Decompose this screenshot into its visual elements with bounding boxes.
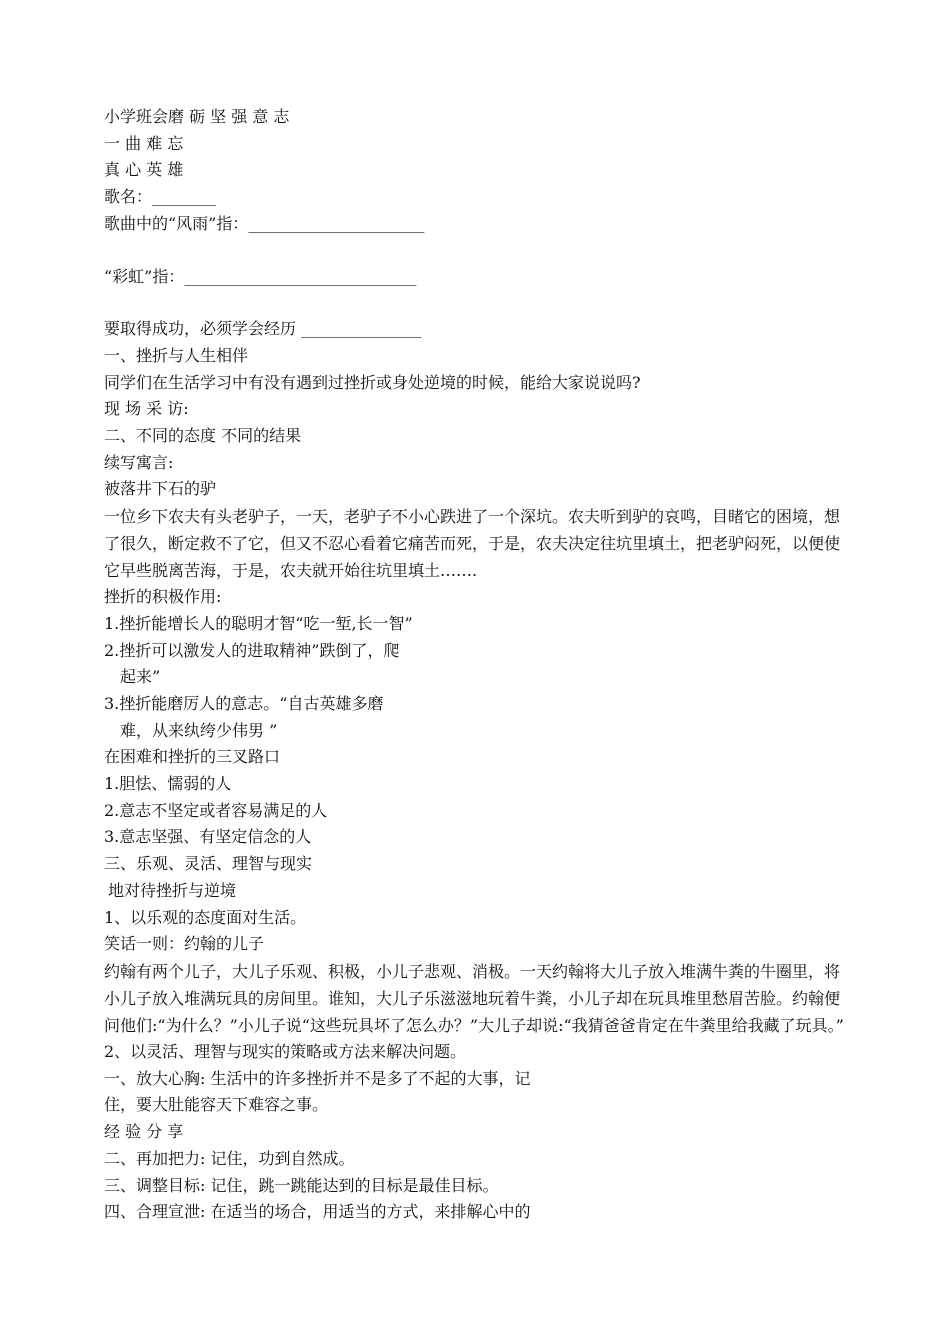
- section-2-heading: 二、不同的态度 不同的结果: [104, 426, 302, 446]
- rainbow-blank: “彩虹”指：_____________________________: [104, 266, 417, 286]
- positive-effect-2: 2.挫折可以激发人的进取精神”跌倒了，爬: [104, 640, 400, 660]
- experience-share-label: 经 验 分 享: [104, 1122, 184, 1142]
- subtitle-song-section: 一 曲 难 忘: [104, 133, 184, 153]
- tip-2: 二、再加把力: 记住，功到自然成。: [104, 1148, 355, 1168]
- song-name-blank: 歌名：________: [104, 187, 217, 207]
- document-body: [104, 104, 850, 1226]
- crossroads-heading: 在困难和挫折的三叉路口: [104, 747, 281, 767]
- section-3-heading: 三、乐观、灵活、理智与现实: [104, 854, 313, 874]
- question-text: 同学们在生活学习中有没有遇到过挫折或身处逆境的时候，能给大家说说吗?: [104, 372, 641, 392]
- wind-rain-blank: 歌曲中的“风雨”指：______________________: [104, 213, 425, 233]
- section-1-heading: 一、挫折与人生相伴: [104, 345, 249, 365]
- tip-4: 四、合理宣泄: 在适当的场合，用适当的方式，来排解心中的: [104, 1202, 531, 1222]
- tip-1: 一、放大心胸: 生活中的许多挫折并不是多了不起的大事，记: [104, 1068, 531, 1088]
- subtitle-song-title: 真 心 英 雄: [104, 160, 184, 180]
- success-blank: 要取得成功，必须学会经历 _______________: [104, 319, 422, 339]
- joke-paragraph: 约翰有两个儿子，大儿子乐观、积极，小儿子悲观、消极。一天约翰将大儿子放入堆满牛粪的牛圈里，将小儿子放入堆满玩具的房间里。谁知，大儿子乐滋滋地玩着牛粪，小儿子却在玩具堆里愁眉苦脸。约翰便问他们:“为什么？”小儿子说“这些玩具坏了怎么办？”大儿子却说:“我猜爸爸肯定在牛粪里给我藏了玩具。”: [104, 961, 844, 1035]
- tip-3: 三、调整目标: 记住，跳一跳能达到的目标是最佳目标。: [104, 1175, 499, 1195]
- positive-effect-1: 1.挫折能增长人的聪明才智“吃一堑,长一智”: [104, 613, 413, 633]
- fable-intro: 续写寓言:: [104, 452, 174, 472]
- positive-effect-2-cont: 起来”: [120, 667, 161, 687]
- option-1: 1、以乐观的态度面对生活。: [104, 907, 307, 927]
- positive-effects-heading: 挫折的积极作用:: [104, 587, 222, 607]
- interview-label: 现 场 采 访:: [104, 399, 189, 419]
- tip-1-cont: 住，要大肚能容天下难容之事。: [104, 1095, 329, 1115]
- section-3-heading-cont: 地对待挫折与逆境: [108, 880, 237, 900]
- positive-effect-3: 3.挫折能磨厉人的意志。“自古英雄多磨: [104, 693, 384, 713]
- fable-title: 被落井下石的驴: [104, 479, 217, 499]
- option-2: 2、以灵活、理智与现实的策略或方法来解决问题。: [104, 1041, 467, 1061]
- crossroads-item-2: 2.意志不坚定或者容易满足的人: [104, 800, 328, 820]
- crossroads-item-1: 1.胆怯、懦弱的人: [104, 774, 232, 794]
- joke-title: 笑话一则：约翰的儿子: [104, 934, 265, 954]
- positive-effect-3-cont: 难，从来纨绔少伟男 ”: [120, 720, 278, 740]
- crossroads-item-3: 3.意志坚强、有坚定信念的人: [104, 827, 312, 847]
- fable-paragraph: 一位乡下农夫有头老驴子，一天，老驴子不小心跌进了一个深坑。农夫听到驴的哀鸣，目睹它的困境，想了很久，断定救不了它，但又不忍心看着它痛苦而死，于是，农夫决定往坑里填土，把老驴闷死，以便使它早些脱离苦海，于是，农夫就开始往坑里填土…….: [104, 507, 841, 581]
- document-title: 小学班会磨 砺 坚 强 意 志: [104, 107, 290, 126]
